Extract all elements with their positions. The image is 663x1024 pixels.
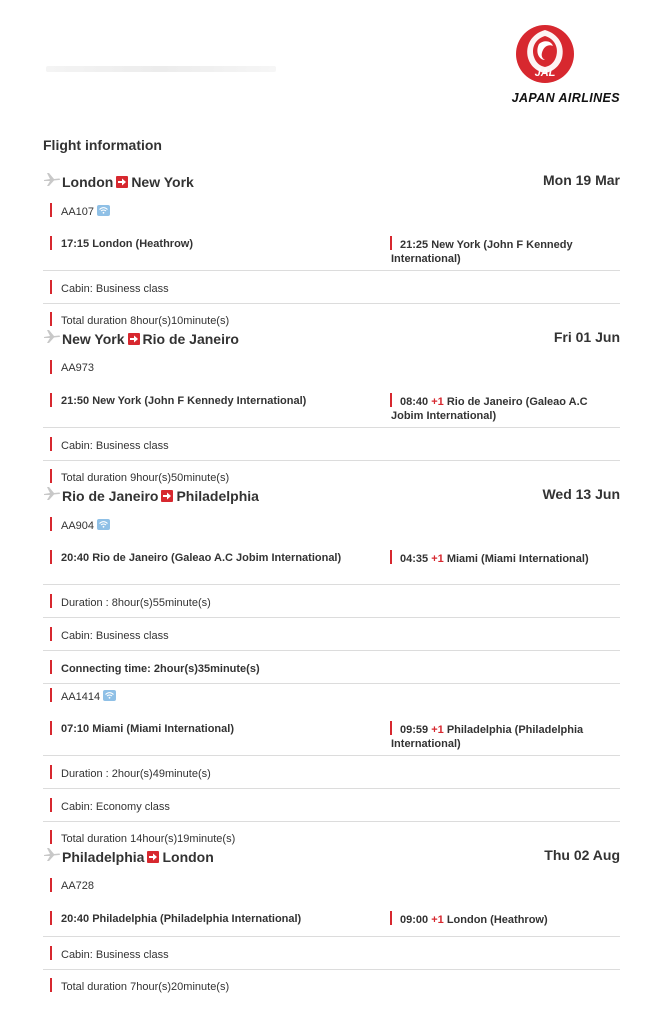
arrow-right-icon: [161, 490, 173, 502]
red-marker: [50, 236, 52, 250]
arrival-text: [391, 724, 583, 750]
route-to: Philadelphia: [176, 488, 259, 504]
departure: 20:40 Philadelphia (Philadelphia International): [61, 913, 302, 925]
flight-number: [61, 519, 110, 532]
arrow-right-icon: [128, 333, 140, 345]
flight-number-text: AA973: [61, 362, 95, 374]
duration-row: [43, 585, 620, 618]
flight-number-text: AA1414: [61, 691, 101, 703]
next-day-badge: +1: [431, 914, 444, 926]
red-marker: [390, 721, 392, 735]
total-duration-row: [43, 822, 620, 844]
flight-date: Thu 02 Aug: [544, 847, 620, 863]
departure: 17:15 London (Heathrow): [61, 238, 194, 250]
arrival-time: 09:00: [400, 914, 429, 926]
flight-block: [43, 483, 620, 844]
red-marker: [50, 830, 52, 844]
arrival-time: 09:59: [400, 724, 429, 736]
flight-date: Mon 19 Mar: [542, 172, 620, 188]
red-marker: [50, 660, 52, 674]
times-row: [43, 230, 620, 271]
route-from: Philadelphia: [62, 849, 145, 865]
connection-row: [43, 651, 620, 684]
segment-duration: Duration : 2hour(s)49minute(s): [61, 768, 211, 780]
route-row: [43, 483, 620, 513]
times-row: [43, 544, 620, 585]
wifi-icon: [103, 690, 116, 701]
red-marker: [50, 517, 52, 531]
flight-list: [43, 169, 620, 992]
cabin-row: [43, 789, 620, 822]
flight-block: [43, 844, 620, 992]
red-marker: [50, 911, 52, 925]
route-from: Rio de Janeiro: [62, 488, 159, 504]
red-marker: [50, 594, 52, 608]
total-duration: Total duration 14hour(s)19minute(s): [61, 833, 236, 845]
red-marker: [50, 765, 52, 779]
cabin-class: Cabin: Business class: [61, 440, 169, 452]
red-marker: [50, 312, 52, 326]
plane-icon: [43, 328, 61, 344]
plane-icon: [43, 171, 61, 187]
arrival-place: New York (John F Kennedy International): [391, 239, 573, 265]
red-marker: [390, 393, 392, 407]
red-marker: [50, 437, 52, 451]
cabin-row: [43, 428, 620, 461]
arrival-time: 04:35: [400, 553, 429, 565]
departure: 21:50 New York (John F Kennedy International): [61, 395, 307, 407]
crane-logo-icon: [515, 24, 575, 84]
flight-number-text: AA107: [61, 206, 95, 218]
wifi-icon: [97, 519, 110, 530]
arrow-right-icon: [147, 851, 159, 863]
red-marker: [50, 946, 52, 960]
arrival: [391, 552, 606, 566]
route-to: London: [162, 849, 214, 865]
section-title: Flight information: [43, 137, 162, 153]
route-title: [62, 174, 194, 190]
total-duration-row: [43, 461, 620, 483]
arrival: [391, 395, 606, 423]
red-marker: [50, 627, 52, 641]
times-row: [43, 387, 620, 428]
arrival-place: Rio de Janeiro (Galeao A.C Jobim International): [391, 396, 588, 422]
arrival-text: [391, 914, 548, 926]
route-row: [43, 326, 620, 356]
cabin-row: [43, 271, 620, 304]
route-to: New York: [131, 174, 194, 190]
departure: 07:10 Miami (Miami International): [61, 723, 234, 735]
email-body: [43, 0, 620, 993]
arrival: [391, 238, 606, 266]
logo-text: JAL: [534, 67, 556, 79]
flight-date: Fri 01 Jun: [553, 329, 620, 345]
flight-number-row: [43, 874, 620, 905]
route-title: [62, 488, 259, 504]
arrow-right-icon: [116, 176, 128, 188]
arrival-text: [391, 396, 588, 422]
route-from: New York: [62, 331, 125, 347]
next-day-badge: +1: [431, 724, 444, 736]
segment-duration: Duration : 8hour(s)55minute(s): [61, 597, 211, 609]
plane-icon: [43, 846, 61, 862]
arrival-place: Miami (Miami International): [446, 553, 589, 565]
red-marker: [390, 550, 392, 564]
red-marker: [50, 360, 52, 374]
connecting-time: Connecting time: 2hour(s)35minute(s): [61, 663, 260, 675]
total-duration-row: [43, 304, 620, 326]
flight-block: [43, 326, 620, 483]
cabin-row: [43, 618, 620, 651]
flight-number-row: [43, 199, 620, 230]
arrival-place: Philadelphia (Philadelphia International): [391, 724, 584, 750]
cabin-class: Cabin: Business class: [61, 283, 169, 295]
cabin-row: [43, 937, 620, 970]
red-marker: [50, 550, 52, 564]
next-day-badge: +1: [431, 553, 444, 565]
arrival-text: [391, 239, 573, 265]
route-row: [43, 169, 620, 199]
header: [43, 0, 620, 130]
red-marker: [50, 393, 52, 407]
route-from: London: [62, 174, 114, 190]
red-marker: [50, 688, 52, 702]
total-duration-row: [43, 970, 620, 992]
brand-name: JAPAN AIRLINES: [511, 91, 620, 105]
arrival-text: [391, 553, 589, 565]
wifi-icon: [97, 205, 110, 216]
cabin-class: Cabin: Business class: [61, 949, 169, 961]
flight-number-row: [43, 684, 620, 715]
flight-number: [61, 362, 94, 374]
times-row: [43, 905, 620, 937]
flight-number: [61, 690, 116, 703]
red-marker: [390, 911, 392, 925]
route-title: [62, 331, 239, 347]
cabin-class: Cabin: Economy class: [61, 801, 170, 813]
red-marker: [50, 878, 52, 892]
red-marker: [390, 236, 392, 250]
flight-number: [61, 880, 94, 892]
red-marker: [50, 469, 52, 483]
arrival-time: 08:40: [400, 396, 429, 408]
route-row: [43, 844, 620, 874]
cabin-class: Cabin: Business class: [61, 630, 169, 642]
next-day-badge: +1: [431, 396, 444, 408]
flight-number-row: [43, 513, 620, 544]
flight-number-text: AA728: [61, 880, 95, 892]
arrival: [391, 723, 606, 751]
flight-number-row: [43, 356, 620, 387]
red-marker: [50, 721, 52, 735]
arrival-place: London (Heathrow): [446, 914, 548, 926]
flight-block: [43, 169, 620, 326]
total-duration: Total duration 7hour(s)20minute(s): [61, 981, 230, 993]
departure: 20:40 Rio de Janeiro (Galeao A.C Jobim International): [61, 552, 342, 564]
red-marker: [50, 978, 52, 992]
red-marker: [50, 798, 52, 812]
arrival: [391, 913, 606, 927]
flight-date: Wed 13 Jun: [542, 486, 620, 502]
route-to: Rio de Janeiro: [142, 331, 239, 347]
flight-number: [61, 205, 110, 218]
plane-icon: [43, 485, 61, 501]
red-marker: [50, 280, 52, 294]
times-row: [43, 715, 620, 756]
blurred-text: [46, 66, 276, 72]
route-title: [62, 849, 214, 865]
total-duration: Total duration 9hour(s)50minute(s): [61, 472, 230, 484]
flight-number-text: AA904: [61, 520, 95, 532]
total-duration: Total duration 8hour(s)10minute(s): [61, 315, 230, 327]
red-marker: [50, 203, 52, 217]
jal-logo: [470, 24, 620, 105]
duration-row: [43, 756, 620, 789]
arrival-time: 21:25: [400, 239, 429, 251]
